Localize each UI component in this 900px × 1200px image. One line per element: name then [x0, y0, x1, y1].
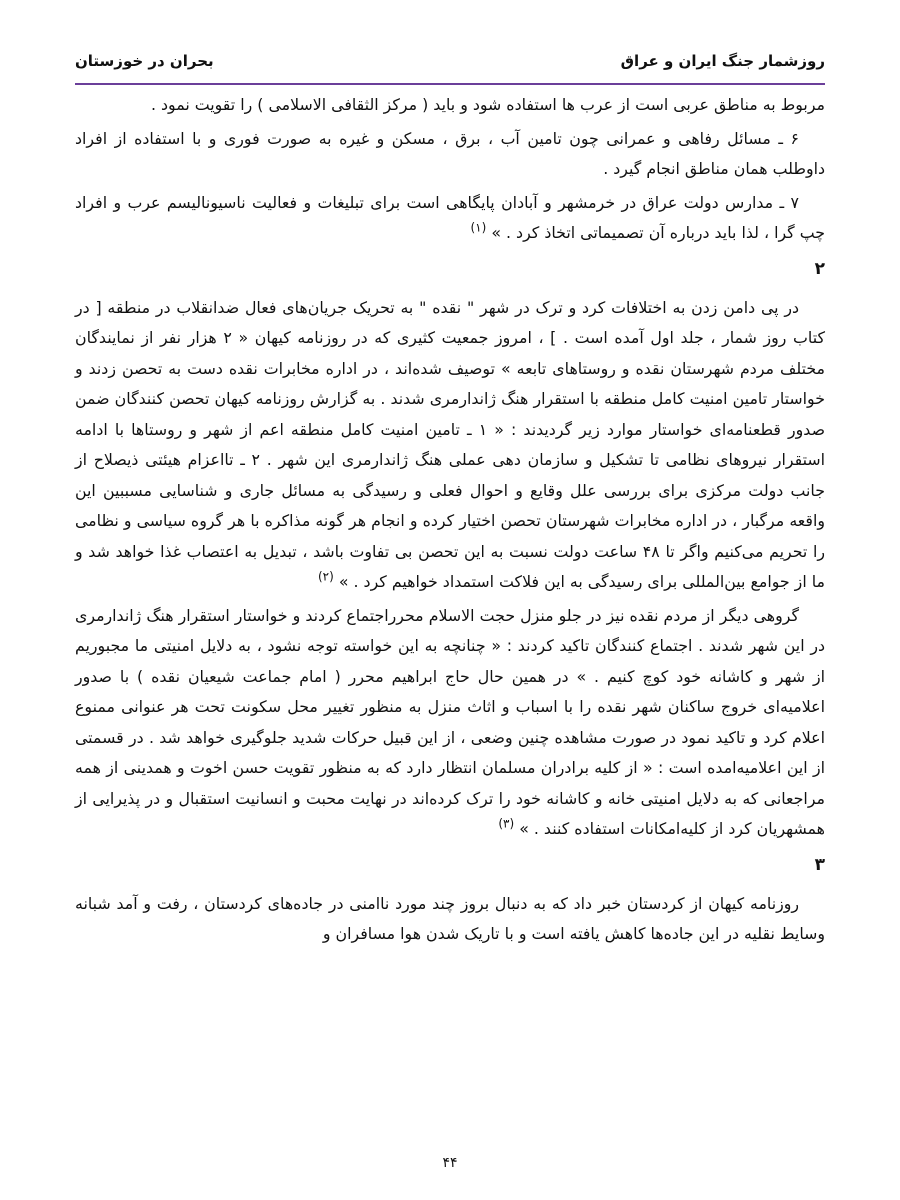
paragraph	[75, 293, 825, 598]
section-number: ۲	[814, 258, 825, 279]
volume-title: بحران در خوزستان	[75, 52, 214, 70]
footnote-ref: (۳)	[498, 816, 515, 831]
paragraph	[75, 601, 825, 845]
page-number: ۴۴	[442, 1155, 458, 1171]
list-item-6: ۶ ـ مسائل رفاهی و عمرانی چون تامین آب ، برق ، مسکن و غیره به صورت فوری و با استفاده از افراد داوطلب همان مناطق انجام گیرد .	[75, 128, 825, 178]
paragraph: روزنامه کیهان از کردستان خبر داد که به دنبال بروز چند مورد ناامنی در جاده‌های کردستان ، رفت و آمد شبانه وسایط نقلیه در این جاده‌ها کاهش یافته است و با تاریک شدن هوا مسافران و	[75, 893, 825, 943]
body-text	[75, 90, 825, 950]
footnote-ref: (۲)	[317, 569, 334, 584]
paragraph-text: گروهی دیگر از مردم نقده نیز در جلو منزل حجت الاسلام محرراجتماع کردند و خواستار استقرار هنگ ژاندارمری در این شهر شدند . اجتماع کنندگان تاکید کردند : « چنانچه به این خواسته توجه نشود ، به دلایل امنیتی ما مجبوریم از شهر و کاشانه خود کوچ کنیم . » در همین حال حاج ابراهیم محرر ( امام جماعت شیعیان نقده ) با صدور اعلامیه‌ای خروج ساکنان شهر نقده را با اسباب و اثاث منزل به منظور تغییر محل سکونت تحت هر عنوانی ممنوع اعلام کرد و تاکید نمود در صورت مشاهده چنین وضعی ، از این قبیل حرکات شدید جلوگیری خواهد شد . در قسمتی از این اعلامیه‌امده است : « از کلیه برادران مسلمان انتظار دارد که به منظور تقویت حسن اخوت و همدینی از همه مراجعانی که به دلایل امنیتی خانه و کاشانه خود را ترک کرده‌اند در نهایت محبت و انسانیت استقبال و در پذیرایی از همشهریان کرد از کلیه‌امکانات استفاده کنند . »	[75, 605, 825, 838]
book-title: روزشمار جنگ ایران و عراق	[620, 52, 825, 70]
footnote-ref: (۱)	[470, 220, 487, 235]
running-header	[75, 46, 825, 76]
paragraph-continued: مربوط به مناطق عربی است از عرب ها استفاده شود و باید ( مرکز الثقافی الاسلامی ) را تقویت نمود .	[150, 95, 825, 114]
list-item-7	[75, 188, 825, 249]
section-number: ۳	[814, 854, 825, 875]
list-item-7-text: ۷ ـ مدارس دولت عراق در خرمشهر و آبادان پایگاهی است برای تبلیغات و فعالیت ناسیونالیسم عرب و افراد چپ گرا ، لذا باید درباره آن تصمیماتی اتخاذ کرد . »	[75, 192, 825, 242]
header-rule	[75, 83, 825, 85]
paragraph-text: در پی دامن زدن به اختلافات کرد و ترک در شهر " نقده " به تحریک جریان‌های فعال ضدانقلاب در منطقه [ در کتاب روز شمار ، جلد اول آمده است . ] ، امروز جمعیت کثیری که در روزنامه کیهان « ۲ هزار نفر از نمایندگان مختلف مردم شهرستان نقده و روستاهای تابعه » توصیف شده‌اند ، در اداره مخابرات نقده دست به تحصن زدند و خواستار تامین امنیت کامل منطقه با استقرار هنگ ژاندارمری شدند . به گزارش روزنامه کیهان تحصن کنندگان ضمن صدور قطعنامه‌ای خواستار موارد زیر گردیدند : « ۱ ـ تامین امنیت کامل منطقه اعم از شهر و روستاها با ادامه استقرار نیروهای نظامی تا تشکیل و سازمان دهی عملی هنگ ژاندارمری این شهر . ۲ ـ تااعزام هیئتی ذیصلاح از جانب دولت مرکزی برای بررسی علل وقایع و احوال فعلی و رسیدگی به مسائل جاری و شناسایی مسببین این واقعه مرگبار ، در اداره مخابرات شهرستان تحصن اختیار کرده و انجام هر گونه مذاکره با هر گروه سیاسی و نظامی را تحریم می‌کنیم واگر تا ۴۸ ساعت دولت نسبت به این تحصن بی تفاوت باشد ، تبدیل به اعتصاب غذا خواهد شد و ما از جوامع بین‌المللی برای رسیدگی به این فلاکت استمداد خواهیم کرد . »	[75, 297, 825, 591]
